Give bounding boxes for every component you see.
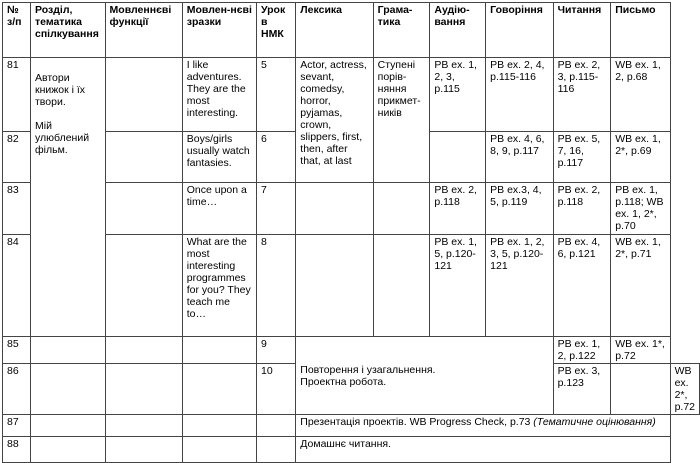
speaking-cell: PB ex. 3, p.123 <box>553 364 611 415</box>
table-row-87 <box>3 415 700 437</box>
vocab-cell <box>296 183 373 235</box>
speaking-cell: PB ex. 4, 6, 8, 9, p.117 <box>486 132 553 183</box>
lesson-cell: 9 <box>256 337 295 364</box>
functions-cell <box>105 235 182 337</box>
lesson-plan-table <box>2 2 700 463</box>
grammar-cell <box>373 235 430 337</box>
header-num: № з/п <box>3 3 31 58</box>
reading-cell: PB ex. 4, 6, p.121 <box>553 235 611 337</box>
speaking-cell: PB ex. 2, 4, p.115-116 <box>486 58 553 132</box>
writing-cell: WB ex. 2*, p.72 <box>670 364 699 415</box>
header-listening: Аудію-вання <box>430 3 486 58</box>
assessment-note: (Тематичне оцінювання) <box>533 416 656 428</box>
listening-cell <box>430 132 486 183</box>
table-row-84 <box>3 235 700 337</box>
writing-cell: WB ex. 1*, p.72 <box>611 337 670 364</box>
review-merged-cell <box>296 337 553 415</box>
functions-cell <box>105 415 182 437</box>
patterns-cell <box>182 364 256 415</box>
functions-cell <box>105 132 182 183</box>
table-row-83 <box>3 183 700 235</box>
home-reading-merged-cell: Домашнє читання. <box>296 437 670 463</box>
speaking-cell: PB ex.3, 4, 5, p.119 <box>486 183 553 235</box>
functions-cell <box>105 437 182 463</box>
review-line-1: Повторення і узагальнення. <box>300 363 436 376</box>
speaking-cell: PB ex. 1, 2, 3, 5, p.120-121 <box>486 235 553 337</box>
patterns-cell: Once upon a time… <box>182 183 256 235</box>
writing-cell: WB ex. 1, 2*, p.69 <box>611 132 670 183</box>
writing-cell: WB ex. 1, 2, p.68 <box>611 58 670 132</box>
patterns-cell <box>182 337 256 364</box>
listening-cell: PB ex. 2, p.118 <box>430 183 486 235</box>
vocab-cell: Actor, actress, sevant, comedsy, horror, pyjamas, crown, slippers, first, then, after that, at last <box>296 58 373 183</box>
patterns-cell <box>182 437 256 463</box>
reading-cell: PB ex. 1, 2, p.122 <box>553 337 611 364</box>
row-number: 82 <box>3 132 31 183</box>
header-functions: Мовленнєві функції <box>105 3 182 58</box>
reading-cell: PB ex. 2, p.118 <box>553 183 611 235</box>
vocab-cell <box>296 235 373 337</box>
presentation-text: Презентація проектів. WB Progress Check, p.73 <box>300 416 531 428</box>
header-section: Розділ, тематика спілкування <box>31 3 106 58</box>
section-topic-1: Автори книжок і їх твори. <box>35 72 86 108</box>
header-vocab: Лексика <box>296 3 373 58</box>
review-line-2: Проектна робота. <box>300 375 387 388</box>
section-topic-2: Мій улюблений фільм. <box>35 120 90 156</box>
functions-cell <box>105 364 182 415</box>
patterns-cell: Boys/girls usually watch fantasies. <box>182 132 256 183</box>
writing-cell: PB ex. 1, p.118; WB ex. 1, 2*, p.70 <box>611 183 670 235</box>
listening-cell: PB ex. 1, 5, p.120-121 <box>430 235 486 337</box>
lesson-cell: 10 <box>256 364 295 415</box>
section-spacer <box>35 108 101 120</box>
lesson-cell: 6 <box>256 132 295 183</box>
lesson-plan-table-wrapper <box>2 2 700 463</box>
functions-cell <box>105 183 182 235</box>
row-number: 87 <box>3 415 31 437</box>
functions-cell <box>105 337 182 364</box>
row-number: 84 <box>3 235 31 337</box>
patterns-cell: I like adventures. They are the most interesting. <box>182 58 256 132</box>
section-cell <box>31 437 106 463</box>
lesson-cell: 5 <box>256 58 295 132</box>
reading-cell: PB ex. 2, 3, p.115-116 <box>553 58 611 132</box>
header-grammar: Грама-тика <box>373 3 430 58</box>
grammar-cell: Ступені порів-няння прикмет-ників <box>373 58 430 183</box>
row-number: 81 <box>3 58 31 132</box>
row-number: 85 <box>3 337 31 364</box>
section-cell <box>31 364 106 415</box>
row-number: 83 <box>3 183 31 235</box>
lesson-cell: 7 <box>256 183 295 235</box>
section-cell <box>31 337 106 364</box>
grammar-cell <box>373 183 430 235</box>
reading-cell: PB ex. 5, 7, 16, p.117 <box>553 132 611 183</box>
writing-cell: WB ex. 1, 2*, p.71 <box>611 235 670 337</box>
table-row-88 <box>3 437 700 463</box>
section-topic-cell <box>31 58 106 337</box>
header-writing: Письмо <box>611 3 670 58</box>
lesson-cell <box>256 415 295 437</box>
listening-cell: PB ex. 1, 2, 3, p.115 <box>430 58 486 132</box>
header-lesson: Урок в НМК <box>256 3 295 58</box>
patterns-cell <box>182 415 256 437</box>
header-row <box>3 3 700 58</box>
patterns-cell: What are the most interesting programmes for you? They teach me to… <box>182 235 256 337</box>
header-reading: Читання <box>553 3 611 58</box>
lesson-cell <box>256 437 295 463</box>
table-row-85 <box>3 337 700 364</box>
presentation-merged-cell <box>296 415 670 437</box>
header-speaking: Говоріння <box>486 3 553 58</box>
reading-cell <box>611 364 670 415</box>
functions-cell <box>105 58 182 132</box>
header-patterns: Мовлен-нєві зразки <box>182 3 256 58</box>
table-row-81 <box>3 58 700 132</box>
section-cell <box>31 415 106 437</box>
lesson-cell: 8 <box>256 235 295 337</box>
row-number: 86 <box>3 364 31 415</box>
row-number: 88 <box>3 437 31 463</box>
